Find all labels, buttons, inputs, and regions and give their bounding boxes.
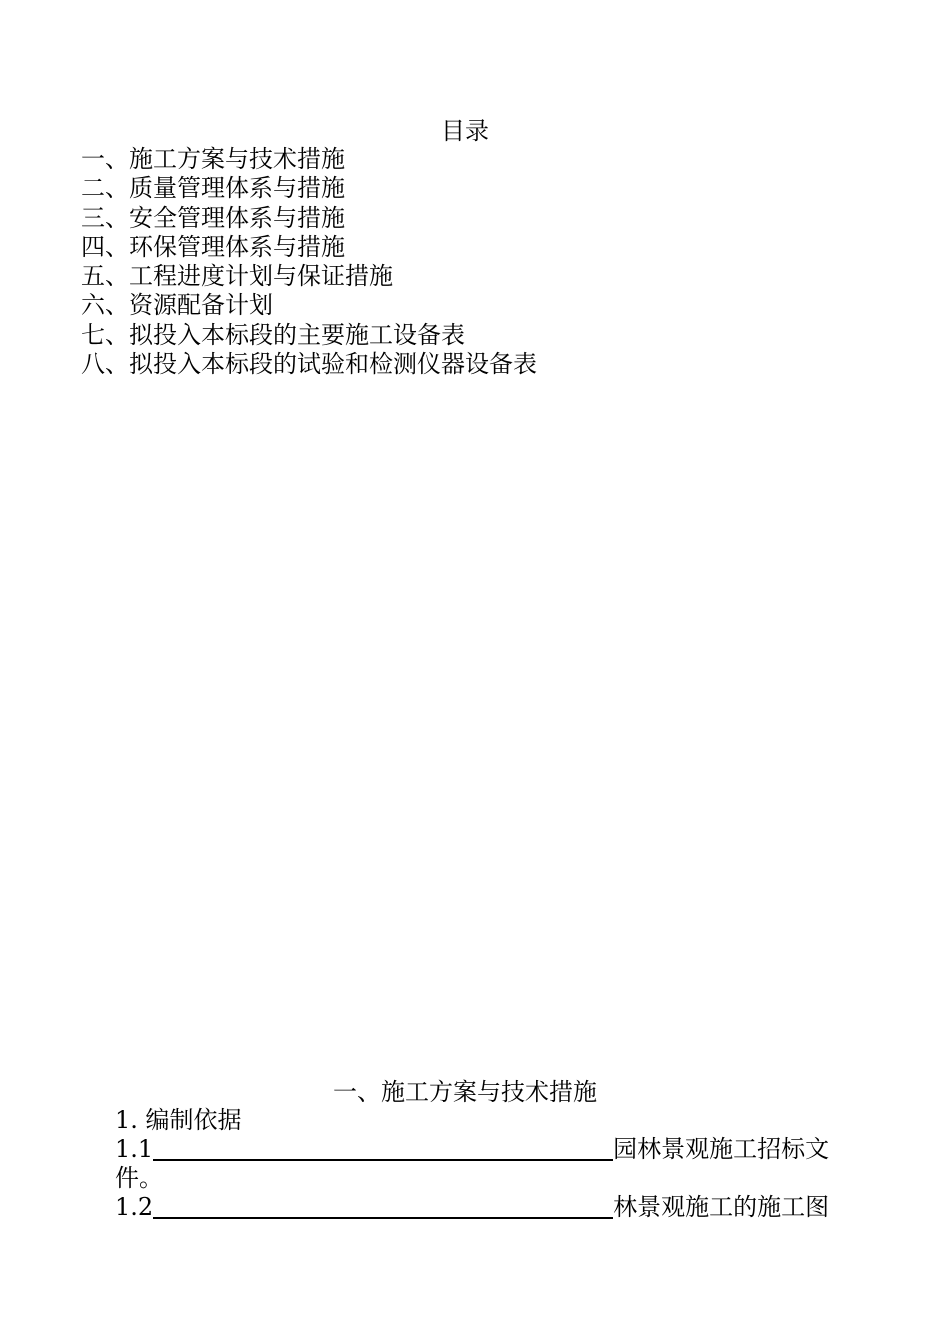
toc-item: 六、资源配备计划 — [81, 291, 273, 320]
item-text: 园林景观施工招标文 — [613, 1135, 830, 1163]
item-number: 1.2 — [115, 1193, 154, 1221]
fill-in-blank — [153, 1195, 613, 1219]
section-title: 一、施工方案与技术措施 — [333, 1078, 597, 1106]
toc-list — [81, 145, 537, 379]
item-text: 林景观施工的施工图 — [613, 1193, 830, 1221]
toc-item: 三、安全管理体系与措施 — [81, 203, 345, 232]
section-body — [115, 1106, 845, 1222]
toc-item: 二、质量管理体系与措施 — [81, 174, 345, 203]
toc-item: 五、工程进度计划与保证措施 — [81, 262, 393, 291]
item-number: 1.1 — [115, 1135, 154, 1163]
toc-item: 七、拟投入本标段的主要施工设备表 — [81, 320, 465, 349]
toc-title: 目录 — [441, 117, 489, 145]
toc-item: 四、环保管理体系与措施 — [81, 232, 345, 261]
toc-item: 八、拟投入本标段的试验和检测仪器设备表 — [81, 350, 537, 379]
toc-item: 一、施工方案与技术措施 — [81, 145, 345, 173]
section-heading: 1. 编制依据 — [115, 1106, 242, 1134]
list-item — [115, 1193, 845, 1222]
list-item — [115, 1135, 845, 1164]
item-continuation: 件。 — [115, 1164, 163, 1192]
fill-in-blank — [153, 1137, 613, 1161]
